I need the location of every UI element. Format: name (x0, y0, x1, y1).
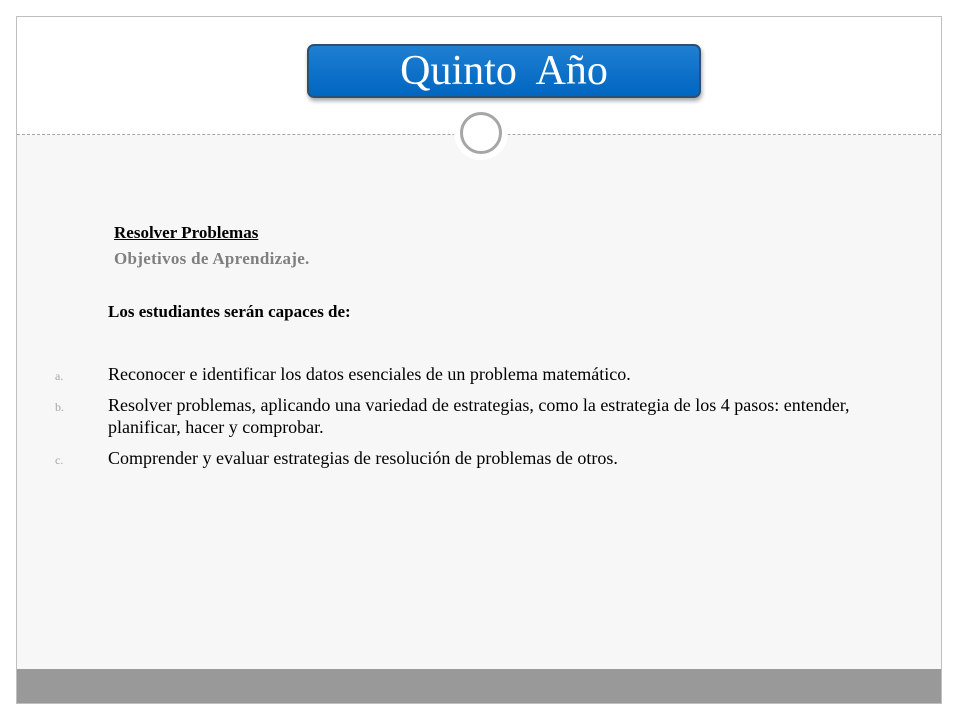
section-title: Resolver Problemas (114, 223, 259, 242)
list-marker: c. (55, 453, 64, 467)
slide-title: Quinto Año (307, 44, 701, 98)
objective-text: Resolver problemas, aplicando una variedad de estrategias, como la estrategia de los 4 pasos: entender, planificar, hacer y comprobar. (108, 395, 850, 437)
objective-text: Reconocer e identificar los datos esenciales de un problema matemático. (108, 364, 631, 384)
section-subtitle: Objetivos de Aprendizaje. (114, 249, 310, 268)
list-marker: a. (55, 369, 64, 383)
objectives-list (55, 363, 905, 478)
list-item (55, 394, 905, 438)
list-marker: b. (55, 400, 64, 414)
circle-ornament-icon (460, 112, 502, 154)
slide (16, 16, 942, 704)
footer-bar (17, 669, 941, 703)
list-item (55, 447, 905, 469)
intro-text: Los estudiantes serán capaces de: (108, 302, 351, 321)
list-item (55, 363, 905, 385)
objective-text: Comprender y evaluar estrategias de resolución de problemas de otros. (108, 448, 618, 468)
